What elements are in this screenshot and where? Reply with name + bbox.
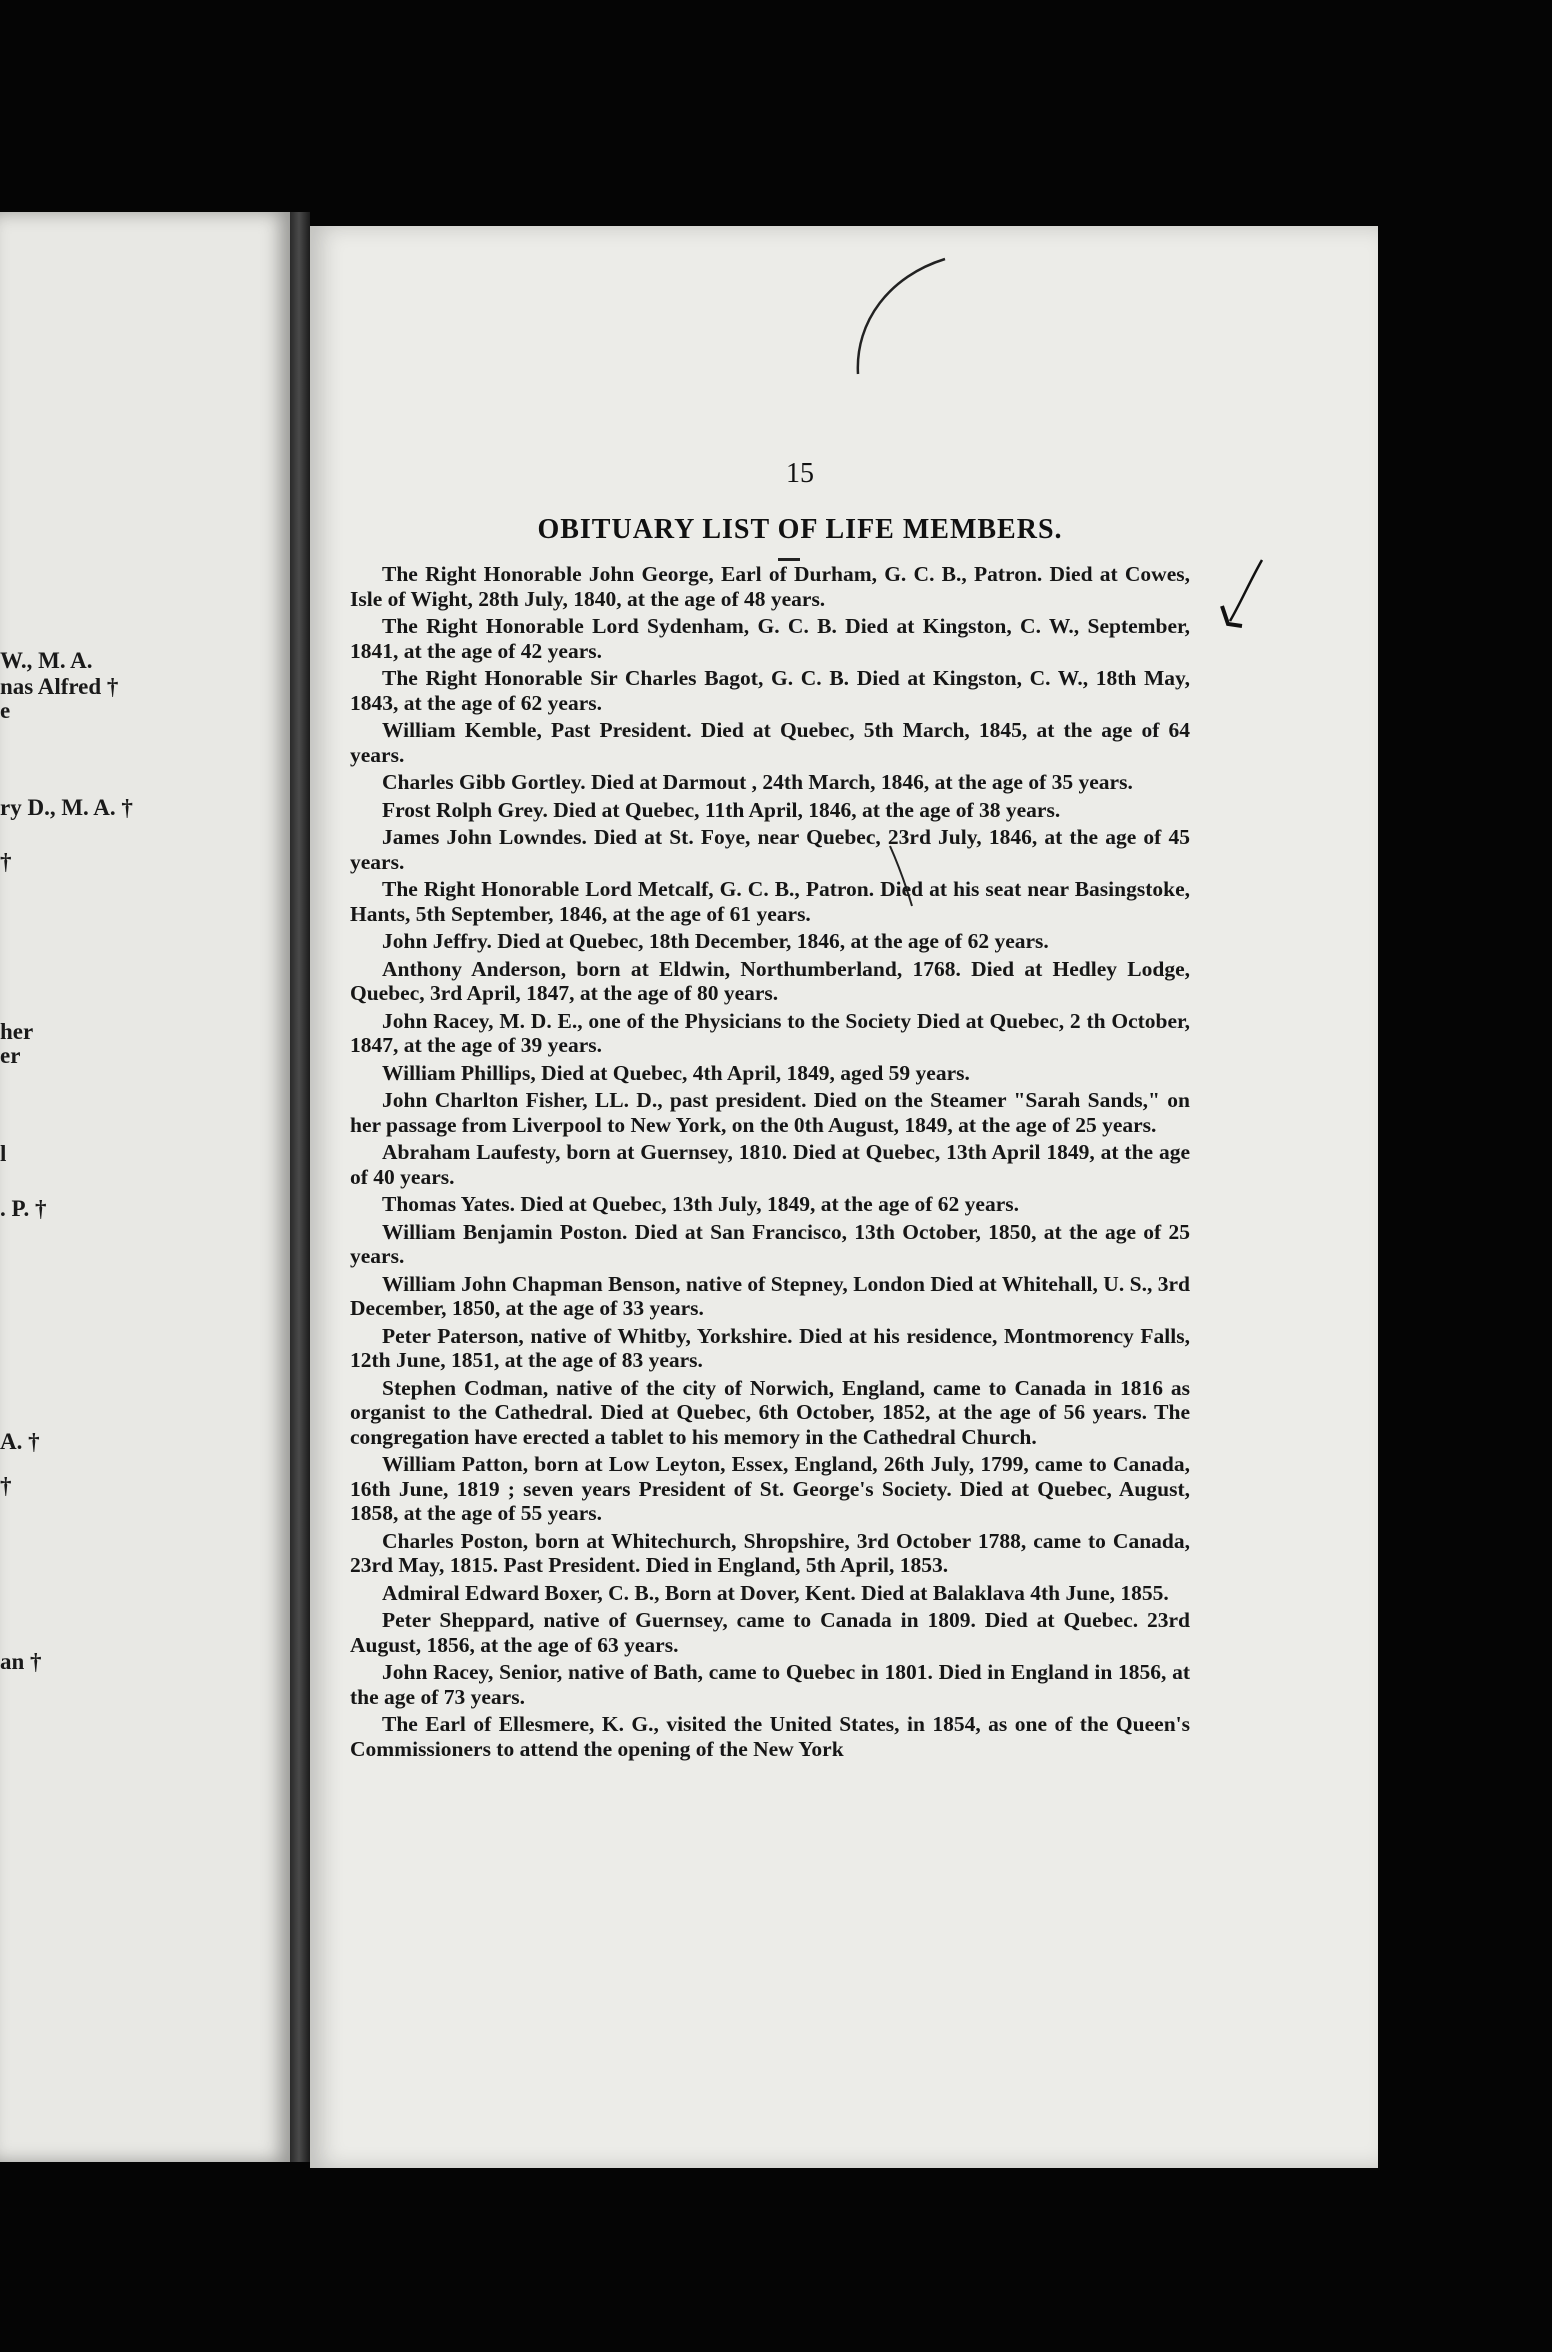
left-page-fragment: her xyxy=(0,1019,34,1044)
left-page-fragment: † xyxy=(0,1473,12,1498)
obituary-entry: John Jeffry. Died at Quebec, 18th December, 1846, at the age of 62 years. xyxy=(382,929,1049,953)
obituary-entry: William Phillips, Died at Quebec, 4th April, 1849, aged 59 years. xyxy=(382,1060,970,1085)
obituary-entry: Charles Poston, born at Whitechurch, Shropshire, 3rd October 1788, came to Canada, 23rd May, 1815. Past President. Died in England, 5th April, 1853. xyxy=(350,1528,1190,1577)
obituary-list xyxy=(350,562,1190,1764)
obituary-entry: The Earl of Ellesmere, K. G., visited the United States, in 1854, as one of the Queen's Commissioners to attend the opening of the New York xyxy=(350,1712,1190,1761)
obituary-entry: Stephen Codman, native of the city of Norwich, England, came to Canada in 1816 as organist to the Cathedral. Died at Quebec, 6th October, 1852, at the age of 56 years. The congregation have erected a tablet to his memory in the Cathedral Church. xyxy=(350,1375,1190,1449)
obituary-entry: John Racey, Senior, native of Bath, came to Quebec in 1801. Died in England in 1856, at the age of 73 years. xyxy=(350,1660,1190,1709)
obituary-entry: William Patton, born at Low Leyton, Essex, England, 26th July, 1799, came to Canada, 16th June, 1819 ; seven years President of St. George's Society. Died at Quebec, August, 1858, at the age of 55 years. xyxy=(350,1452,1190,1525)
obituary-entry: Thomas Yates. Died at Quebec, 13th July, 1849, at the age of 62 years. xyxy=(382,1192,1020,1216)
page-title: OBITUARY LIST OF LIFE MEMBERS. xyxy=(537,514,1063,545)
obituary-entry: John Charlton Fisher, LL. D., past president. Died on the Steamer "Sarah Sands," on her passage from Liverpool to New York, on the 0th August, 1849, at the age of 25 years. xyxy=(350,1088,1190,1137)
left-page-fragment: nas Alfred † xyxy=(0,674,119,699)
right-page xyxy=(310,226,1378,2168)
page-number: 15 xyxy=(786,458,814,489)
obituary-entry: The Right Honorable Lord Metcalf, G. C. B., Patron. Died at his seat near Basingstoke, Hants, 5th September, 1846, at the age of 61 years. xyxy=(350,877,1190,926)
obituary-entry: James John Lowndes. Died at St. Foye, near Quebec, 23rd July, 1846, at the age of 45 years. xyxy=(350,825,1190,874)
obituary-entry: The Right Honorable Sir Charles Bagot, G. C. B. Died at Kingston, C. W., 18th May, 1843, at the age of 62 years. xyxy=(350,666,1190,715)
title-rule xyxy=(778,558,800,561)
left-page-fragment: an † xyxy=(0,1649,42,1674)
left-page-fragment: . P. † xyxy=(0,1196,47,1221)
obituary-entry: Peter Sheppard, native of Guernsey, came to Canada in 1809. Died at Quebec. 23rd August, 1856, at the age of 63 years. xyxy=(350,1608,1190,1657)
obituary-entry: William Benjamin Poston. Died at San Francisco, 13th October, 1850, at the age of 25 years. xyxy=(350,1219,1190,1268)
book-gutter xyxy=(290,212,310,2162)
left-page-fragment: † xyxy=(0,849,12,874)
left-page-fragment: e xyxy=(0,698,11,723)
obituary-entry: Charles Gibb Gortley. Died at Darmout , 24th March, 1846, at the age of 35 years. xyxy=(382,770,1133,794)
left-page-fragment: A. † xyxy=(0,1429,40,1454)
left-page-fragment: ry D., M. A. † xyxy=(0,795,133,820)
left-page-fragment: er xyxy=(0,1043,21,1068)
left-page-fragment: l xyxy=(0,1141,7,1166)
obituary-entry: Frost Rolph Grey. Died at Quebec, 11th April, 1846, at the age of 38 years. xyxy=(382,797,1061,822)
obituary-entry: John Racey, M. D. E., one of the Physicians to the Society Died at Quebec, 2 th October, 1847, at the age of 39 years. xyxy=(350,1008,1190,1057)
obituary-entry: Peter Paterson, native of Whitby, Yorkshire. Died at his residence, Montmorency Falls, 12th June, 1851, at the age of 83 years. xyxy=(350,1323,1190,1372)
obituary-entry: William John Chapman Benson, native of Stepney, London Died at Whitehall, U. S., 3rd December, 1850, at the age of 33 years. xyxy=(350,1271,1190,1320)
obituary-entry: William Kemble, Past President. Died at Quebec, 5th March, 1845, at the age of 64 years. xyxy=(350,718,1190,767)
obituary-entry: Admiral Edward Boxer, C. B., Born at Dover, Kent. Died at Balaklava 4th June, 1855. xyxy=(382,1580,1169,1605)
obituary-entry: Anthony Anderson, born at Eldwin, Northumberland, 1768. Died at Hedley Lodge, Quebec, 3rd April, 1847, at the age of 80 years. xyxy=(350,956,1190,1005)
obituary-entry: Abraham Laufesty, born at Guernsey, 1810. Died at Quebec, 13th April 1849, at the age of 40 years. xyxy=(350,1140,1190,1189)
obituary-entry: The Right Honorable Lord Sydenham, G. C. B. Died at Kingston, C. W., September, 1841, at the age of 42 years. xyxy=(350,614,1190,663)
left-page-fragment: W., M. A. xyxy=(0,648,93,673)
obituary-entry: The Right Honorable John George, Earl of Durham, G. C. B., Patron. Died at Cowes, Isle of Wight, 28th July, 1840, at the age of 48 years. xyxy=(350,562,1190,611)
left-page xyxy=(0,212,290,2162)
